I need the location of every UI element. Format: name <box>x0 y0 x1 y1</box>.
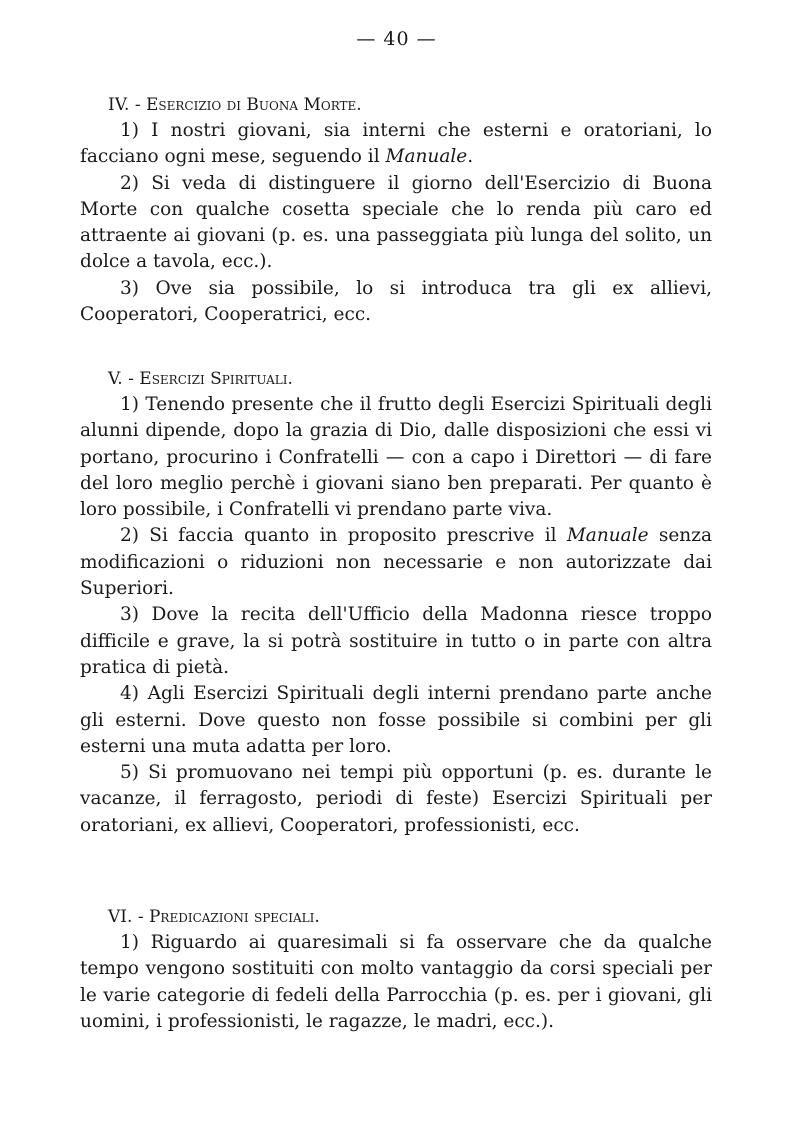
paragraph: 4) Agli Esercizi Spirituali degli interni prendano parte anche gli esterni. Dove questo non fosse possibile si combini per gli esterni una muta adatta per loro. <box>80 683 712 757</box>
section-vi <box>80 904 712 1035</box>
section-iv <box>80 92 712 328</box>
page-number: — 40 — <box>356 28 437 50</box>
paragraph: 2) Si faccia quanto in proposito prescrive il Manuale senza modificazioni o riduzioni non necessarie e non autorizzate dai Superiori. <box>80 525 712 600</box>
section-heading: IV. - Esercizio di Buona Morte. <box>108 95 362 115</box>
section-title: Predicazioni speciali. <box>148 907 320 927</box>
paragraph: 3) Dove la recita dell'Ufficio della Madonna riesce troppo difficile e grave, la si potrà sostituire in tutto o in parte con altra pratica di pietà. <box>80 604 712 678</box>
paragraph: 1) Tenendo presente che il frutto degli Esercizi Spirituali degli alunni dipende, dopo la grazia di Dio, dalle disposizioni che essi vi portano, procurino i Confratelli — con a capo i Direttori — di fare del loro meglio perchè i giovani siano ben preparati. Per quanto è loro possibile, i Confratelli vi prendano parte viva. <box>80 394 712 521</box>
section-title: Esercizio di Buona Morte. <box>146 95 362 115</box>
section-v <box>80 366 712 839</box>
section-numeral: IV. <box>108 95 130 115</box>
paragraph: 3) Ove sia possibile, lo si introduca tra gli ex allievi, Cooperatori, Cooperatrici, ecc. <box>80 277 712 326</box>
section-title: Esercizi Spirituali. <box>139 369 293 389</box>
section-numeral: VI. <box>108 907 133 927</box>
paragraph: 5) Si promuovano nei tempi più opportuni (p. es. durante le vacanze, il ferragosto, periodi di feste) Esercizi Spirituali per oratoriani, ex allievi, Cooperatori, professionisti, ecc. <box>80 762 712 836</box>
section-heading: VI. - Predicazioni speciali. <box>108 907 320 927</box>
paragraph: 1) I nostri giovani, sia interni che esterni e oratoriani, lo facciano ogni mese, seguendo il Manuale. <box>80 120 712 168</box>
paragraph: 1) Riguardo ai quaresimali si fa osservare che da qualche tempo vengono sostituiti con molto vantaggio da corsi speciali per le varie categorie di fedeli della Parrocchia (p. es. per i giovani, gli uomini, i professionisti, le ragazze, le madri, ecc.). <box>80 932 712 1032</box>
section-heading: V. - Esercizi Spirituali. <box>108 369 293 389</box>
section-numeral: V. <box>108 369 123 389</box>
paragraph: 2) Si veda di distinguere il giorno dell'Esercizio di Buona Morte con qualche cosetta speciale che lo renda più caro ed attraente ai giovani (p. es. una passeggiata più lunga del solito, un dolce a tavola, ecc.). <box>80 172 712 273</box>
